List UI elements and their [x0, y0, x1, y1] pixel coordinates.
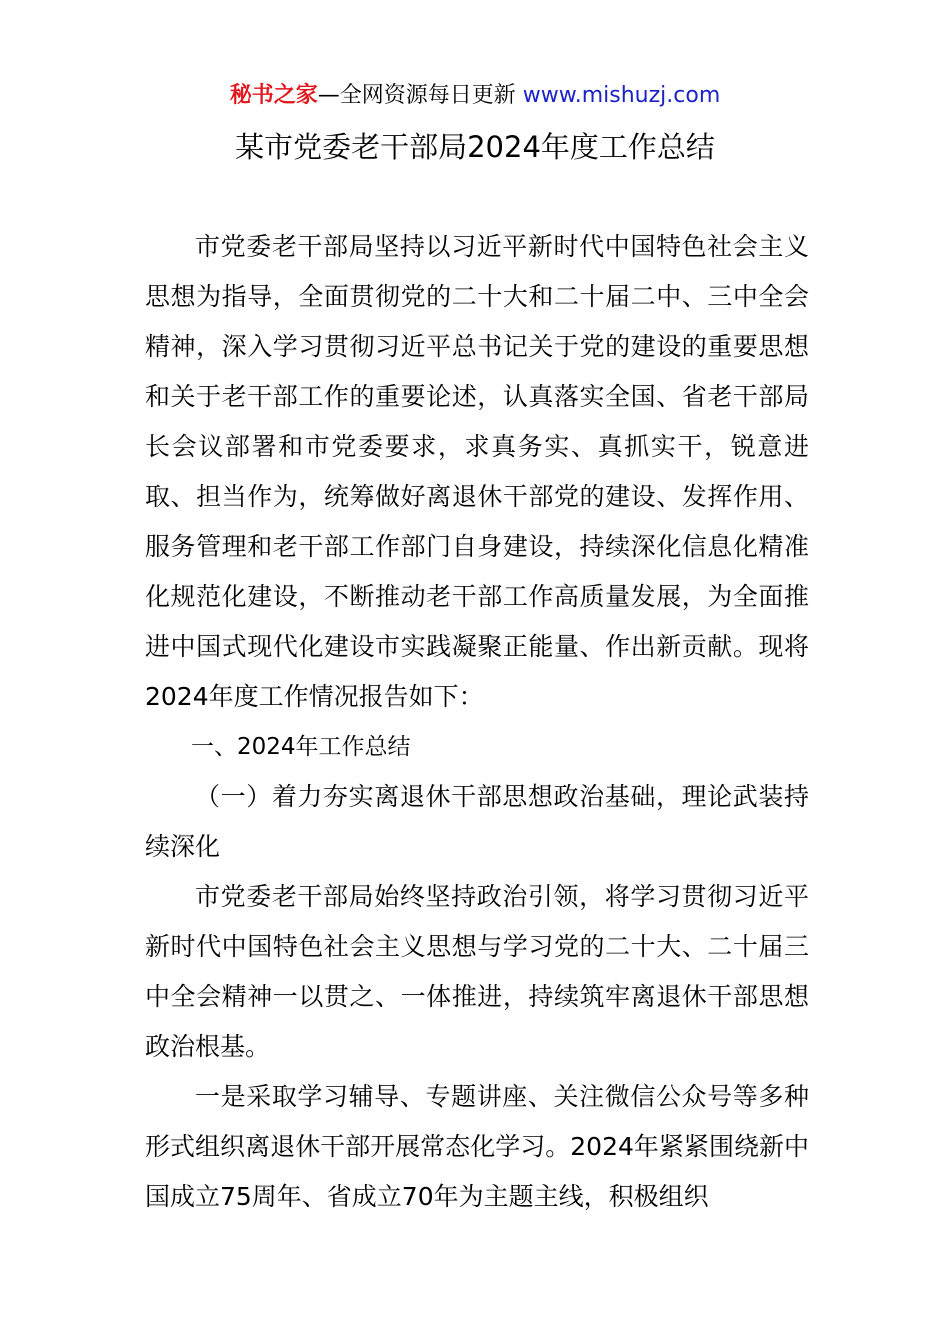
site-url-link[interactable]: www.mishuzj.com — [522, 83, 721, 108]
document-body — [145, 222, 809, 1222]
document-title: 某市党委老干部局2024年度工作总结 — [235, 130, 715, 164]
header-tagline: —全网资源每日更新 — [317, 83, 516, 108]
site-header — [0, 80, 950, 112]
subsection-heading: （一）着力夯实离退休干部思想政治基础，理论武装持续深化 — [145, 782, 809, 861]
section-heading: 一、2024年工作总结 — [191, 734, 411, 760]
intro-paragraph: 市党委老干部局坚持以习近平新时代中国特色社会主义思想为指导，全面贯彻党的二十大和二十届二中、三中全会精神，深入学习贯彻习近平总书记关于党的建设的重要思想和关于老干部工作的重要论述，认真落实全国、省老干部局长会议部署和市党委要求，求真务实、真抓实干，锐意进取、担当作为，统筹做好离退休干部党的建设、发挥作用、服务管理和老干部工作部门自身建设，持续深化信息化精准化规范化建设，不断推动老干部工作高质量发展，为全面推进中国式现代化建设市实践凝聚正能量、作出新贡献。现将2024年度工作情况报告如下： — [145, 232, 809, 711]
body-paragraph: 一是采取学习辅导、专题讲座、关注微信公众号等多种形式组织离退休干部开展常态化学习。2024年紧紧围绕新中国成立75周年、省成立70年为主题主线，积极组织 — [145, 1082, 809, 1211]
body-paragraph: 市党委老干部局始终坚持政治引领，将学习贯彻习近平新时代中国特色社会主义思想与学习党的二十大、二十届三中全会精神一以贯之、一体推进，持续筑牢离退休干部思想政治根基。 — [145, 882, 809, 1061]
brand-name: 秘书之家 — [229, 83, 318, 108]
